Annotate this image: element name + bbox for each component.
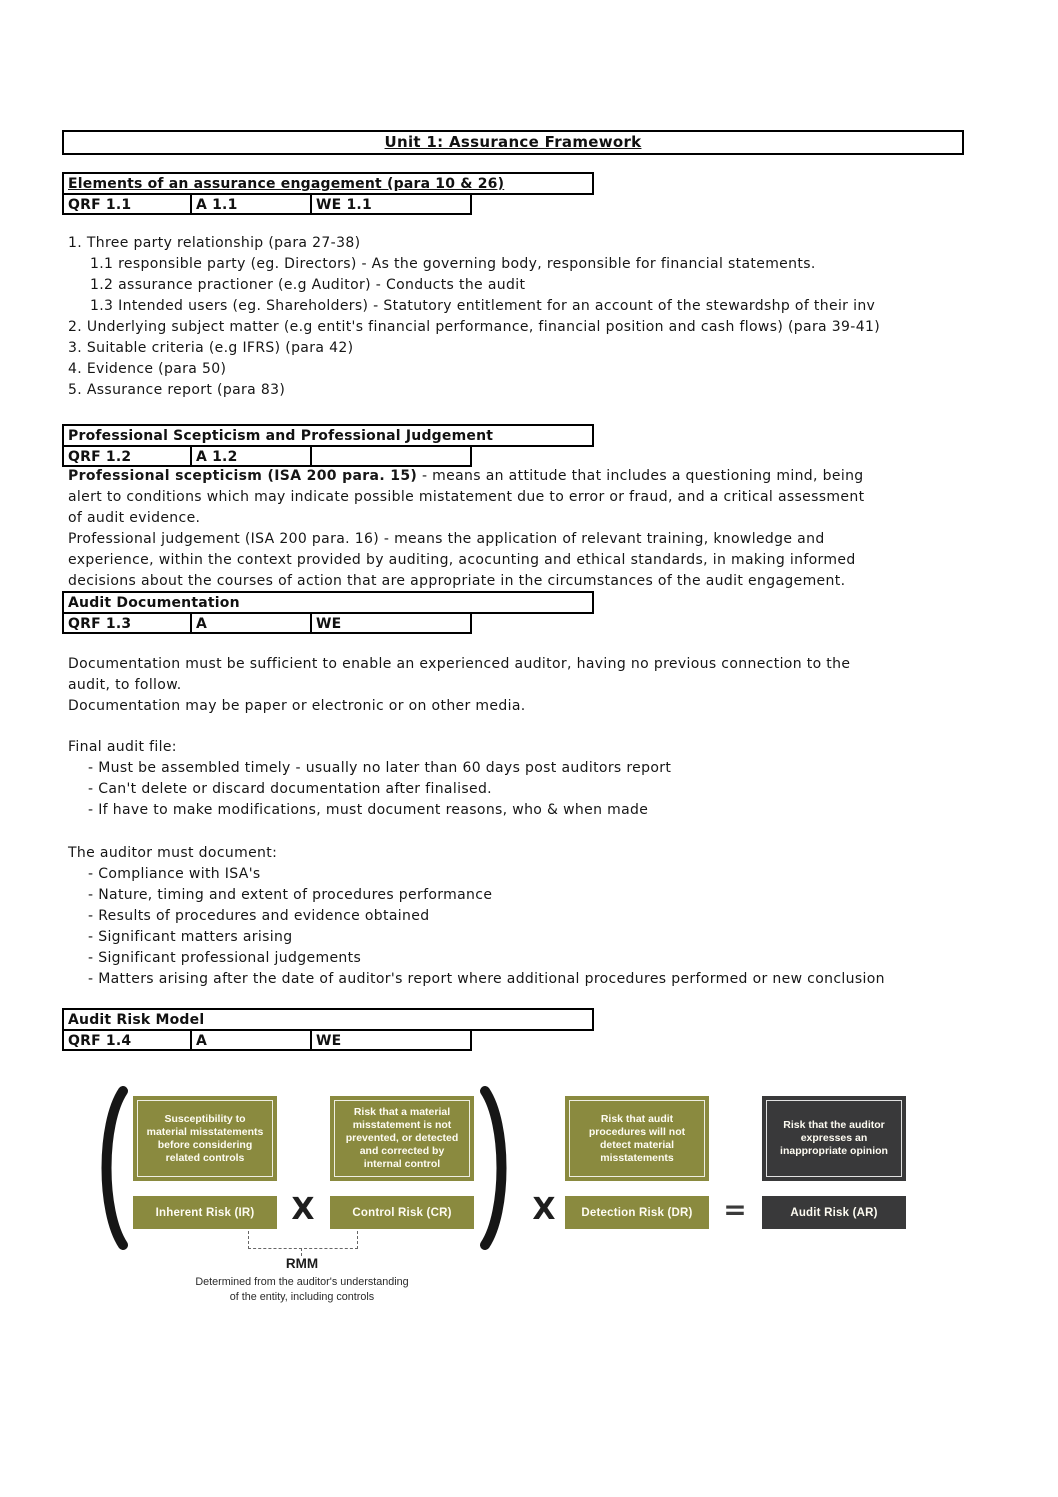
qrf-cell: A 1.2 [190, 445, 312, 467]
qrf-cell: A [190, 612, 312, 634]
section-header-text: Audit Risk Model [68, 1012, 205, 1028]
inherent-risk-desc-box [133, 1096, 277, 1181]
list-item: 2. Underlying subject matter (e.g entit's financial performance, financial position and cash flows) (para 39-41) [68, 319, 881, 335]
qrf-row-scepticism [62, 445, 472, 467]
qrf-cell: QRF 1.2 [62, 445, 192, 467]
text-line: Documentation must be sufficient to enable an experienced auditor, having no previous connection to the [68, 656, 851, 672]
section-header-text: Elements of an assurance engagement (para 10 & 26) [68, 176, 505, 192]
equals-operator: = [723, 1193, 747, 1226]
box-desc-text: Risk that audit procedures will not detect material misstatements [569, 1100, 705, 1177]
list-item: 4. Evidence (para 50) [68, 361, 227, 377]
rmm-caption-line: of the entity, including controls [229, 1290, 375, 1303]
auditor-must-document-block [62, 843, 1056, 990]
text-line: experience, within the context provided by auditing, acocunting and ethical standards, in making informed [68, 552, 856, 568]
text-line: of audit evidence. [68, 510, 201, 526]
multiply-operator: X [291, 1192, 315, 1227]
section-header-risk-model [62, 1008, 594, 1031]
elements-list [62, 233, 1056, 401]
rmm-label: RMM [285, 1256, 319, 1271]
control-risk-label-box: Control Risk (CR) [330, 1196, 474, 1229]
list-item: 3. Suitable criteria (e.g IFRS) (para 42) [68, 340, 354, 356]
inherent-risk-label-box: Inherent Risk (IR) [133, 1196, 277, 1229]
control-risk-desc-box [330, 1096, 474, 1181]
final-audit-file-block [62, 737, 1056, 821]
rmm-bracket [248, 1231, 358, 1249]
list-item: - Compliance with ISA's [88, 866, 261, 882]
section-header-elements [62, 172, 594, 195]
rmm-caption [162, 1275, 442, 1304]
list-item: - Must be assembled timely - usually no later than 60 days post auditors report [88, 760, 672, 776]
unit-title-box [62, 130, 964, 155]
detection-risk-label-box: Detection Risk (DR) [565, 1196, 709, 1229]
page-title: Unit 1: Assurance Framework [384, 133, 642, 151]
qrf-row-elements [62, 193, 472, 215]
qrf-cell: WE [310, 612, 472, 634]
qrf-row-documentation [62, 612, 472, 634]
text-line: alert to conditions which may indicate possible mistatement due to error or fraud, and a critical assessment [68, 489, 865, 505]
list-item: - Significant matters arising [88, 929, 293, 945]
text-line: decisions about the courses of action that are appropriate in the circumstances of the audit engagement. [68, 573, 846, 589]
qrf-cell: A [190, 1029, 312, 1051]
text-span: - means an attitude that includes a questioning mind, being [417, 468, 864, 484]
audit-risk-desc-box [762, 1096, 906, 1181]
left-parenthesis [90, 1086, 130, 1250]
audit-risk-label-box: Audit Risk (AR) [762, 1196, 906, 1229]
bold-lead: Professional scepticism (ISA 200 para. 15) [68, 468, 418, 484]
right-parenthesis [478, 1086, 518, 1250]
section-header-scepticism [62, 424, 594, 447]
qrf-cell: A 1.1 [190, 193, 312, 215]
qrf-cell: WE [310, 1029, 472, 1051]
rmm-bracket-tick [301, 1248, 302, 1256]
text-line [62, 466, 1056, 487]
list-item: 1. Three party relationship (para 27-38) [68, 235, 361, 251]
box-desc-text: Susceptibility to material misstatements before considering related controls [137, 1100, 273, 1177]
qrf-cell: WE 1.1 [310, 193, 472, 215]
text-line: Documentation may be paper or electronic or on other media. [68, 698, 526, 714]
list-item: - Can't delete or discard documentation after finalised. [88, 781, 492, 797]
block-heading: Final audit file: [68, 739, 177, 755]
list-item: - If have to make modifications, must document reasons, who & when made [88, 802, 649, 818]
list-item: - Significant professional judgements [88, 950, 362, 966]
list-item: - Matters arising after the date of auditor's report where additional procedures performed or new conclusion [88, 971, 885, 987]
list-item: 1.3 Intended users (eg. Shareholders) - Statutory entitlement for an account of the stewardshp of their inv [90, 298, 876, 314]
list-item: - Nature, timing and extent of procedures performance [88, 887, 493, 903]
text-line: Professional judgement (ISA 200 para. 16) - means the application of relevant training, knowledge and [68, 531, 825, 547]
qrf-cell: QRF 1.3 [62, 612, 192, 634]
multiply-operator: X [532, 1192, 556, 1227]
text-line: audit, to follow. [68, 677, 182, 693]
rmm-caption-line: Determined from the auditor's understanding [195, 1276, 409, 1288]
scepticism-paragraphs [62, 466, 1056, 592]
detection-risk-desc-box [565, 1096, 709, 1181]
qrf-cell [310, 445, 472, 467]
section-header-text: Professional Scepticism and Professional Judgement [68, 428, 494, 444]
list-item: 5. Assurance report (para 83) [68, 382, 286, 398]
list-item: 1.2 assurance practioner (e.g Auditor) - Conducts the audit [90, 277, 526, 293]
section-header-text: Audit Documentation [68, 595, 240, 611]
qrf-cell: QRF 1.1 [62, 193, 192, 215]
qrf-row-risk-model [62, 1029, 472, 1051]
box-desc-text: Risk that a material misstatement is not prevented, or detected and corrected by internal control [334, 1100, 470, 1177]
list-item: - Results of procedures and evidence obtained [88, 908, 430, 924]
list-item: 1.1 responsible party (eg. Directors) - As the governing body, responsible for financial statements. [90, 256, 816, 272]
block-heading: The auditor must document: [68, 845, 278, 861]
section-header-documentation [62, 591, 594, 614]
documentation-paragraphs [62, 654, 1056, 717]
qrf-cell: QRF 1.4 [62, 1029, 192, 1051]
box-desc-text: Risk that the auditor expresses an inappropriate opinion [766, 1100, 902, 1177]
